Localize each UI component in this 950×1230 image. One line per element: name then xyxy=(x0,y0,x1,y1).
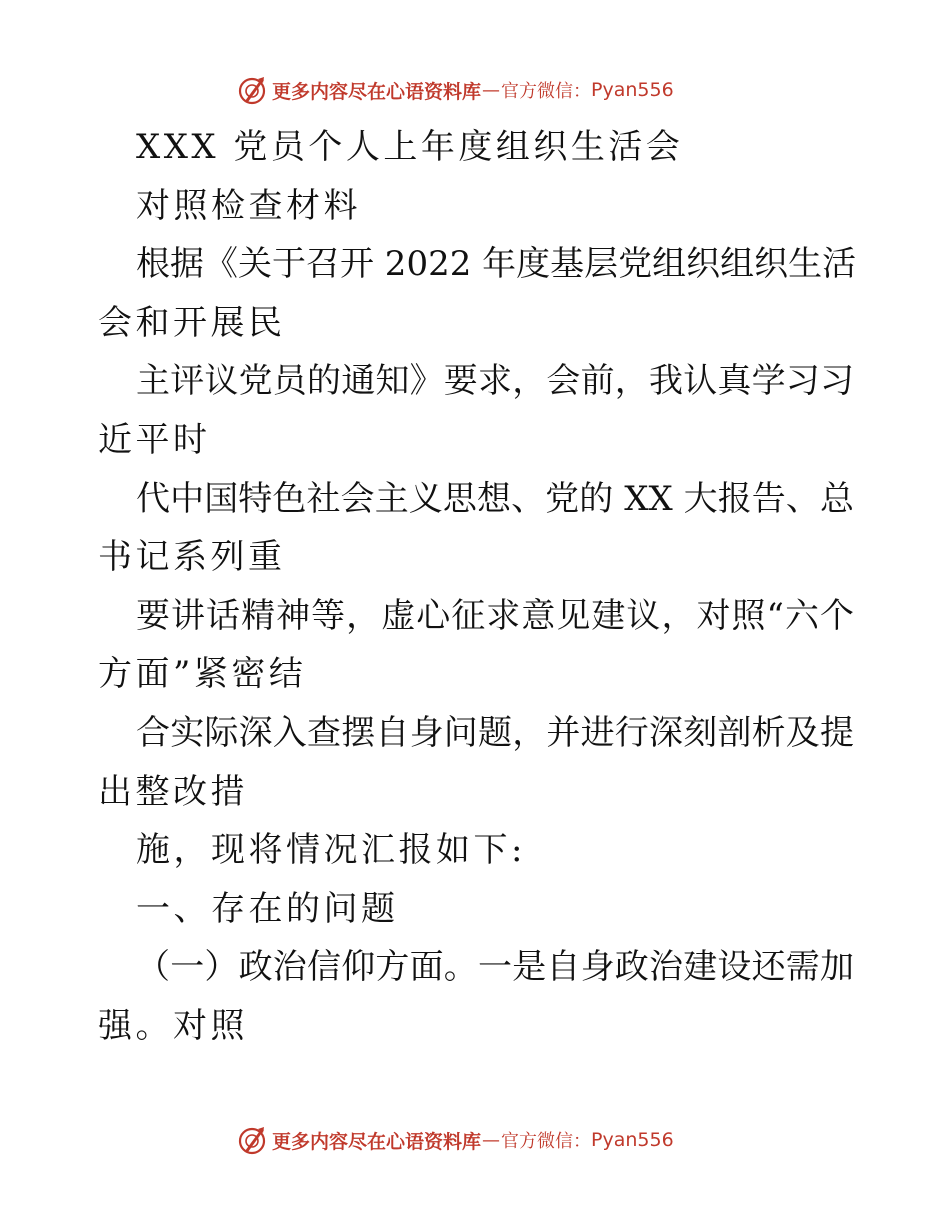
title-line-2: 对照检查材料 xyxy=(136,185,361,226)
paragraph-line: 施，现将情况汇报如下: xyxy=(136,830,526,871)
watermark-separator: — xyxy=(482,79,501,101)
watermark-contact-id: Pyan556 xyxy=(591,1129,674,1151)
subsection-line: （一）政治信仰方面。一是自身政治建设还需加 xyxy=(136,947,854,988)
quill-seal-icon xyxy=(236,74,268,106)
paragraph-line: 代中国特色社会主义思想、党的 XX 大报告、总 xyxy=(136,478,854,519)
watermark-main-text: 更多内容尽在心语资料库 xyxy=(272,1130,482,1153)
paragraph-line: 方面”紧密结 xyxy=(98,654,307,695)
paragraph-line: 主评议党员的通知》要求，会前，我认真学习习 xyxy=(136,361,854,402)
paragraph-line: 根据《关于召开 2022 年度基层党组织组织生活 xyxy=(136,244,857,285)
subsection-line: 强。对照 xyxy=(98,1005,248,1046)
paragraph-line: 合实际深入查摆自身问题，并进行深刻剖析及提 xyxy=(136,712,854,753)
paragraph-line: 出整改措 xyxy=(98,771,248,812)
quill-seal-icon xyxy=(236,1124,268,1156)
paragraph-line: 近平时 xyxy=(98,419,211,460)
watermark-contact-id: Pyan556 xyxy=(591,79,674,101)
paragraph-line: 要讲话精神等，虚心征求意见建议，对照“六个 xyxy=(136,595,854,636)
watermark-contact-label: 官方微信： xyxy=(501,1131,592,1152)
watermark-contact-label: 官方微信： xyxy=(501,81,592,102)
watermark-main-text: 更多内容尽在心语资料库 xyxy=(272,80,482,103)
header-watermark xyxy=(236,74,674,106)
paragraph-line: 书记系列重 xyxy=(98,537,286,578)
section-heading: 一、存在的问题 xyxy=(136,888,399,929)
footer-watermark xyxy=(236,1124,674,1156)
watermark-separator: — xyxy=(482,1129,501,1151)
document-body xyxy=(98,118,857,1056)
paragraph-line: 会和开展民 xyxy=(98,302,286,343)
title-line-1: XXX 党员个人上年度组织生活会 xyxy=(136,127,684,167)
